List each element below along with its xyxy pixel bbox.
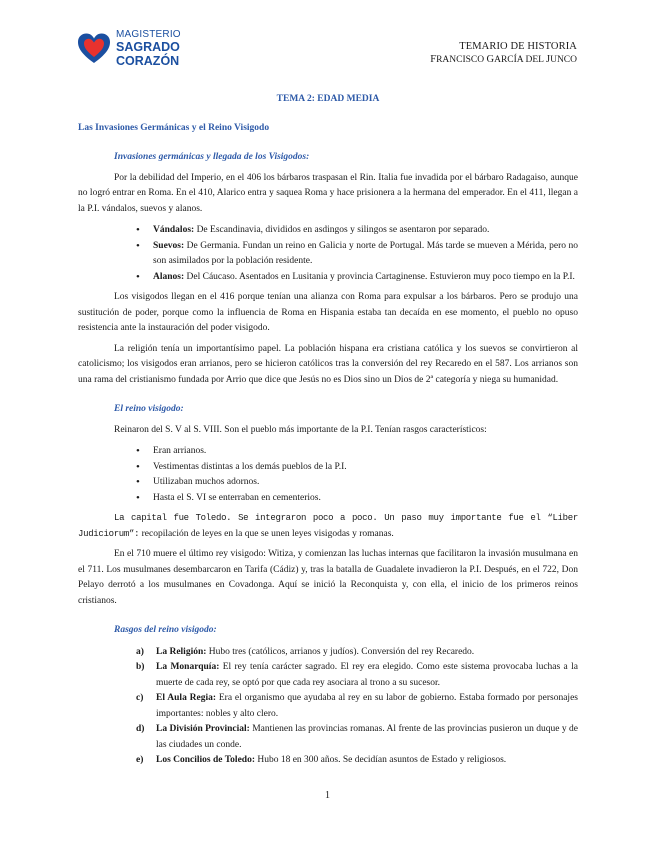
author-initial-3: J [545,54,551,65]
paragraph-mono-part: La capital fue Toledo. Se integraron poco a poco. Un paso muy importante fue el “Liber Judiciorum”: [78,513,578,539]
list-item-term: La División Provincial: [156,724,250,734]
logo-line3: CORAZÓN [116,53,180,68]
logo-line2: SAGRADO [116,40,180,54]
subsection-title-rasgos: Rasgos del reino visigodo: [114,625,217,635]
logo-line1: MAGISTERIO [116,29,181,40]
author-part-3: UNCO [550,55,577,65]
author-part-2: ARCÍA DEL [494,55,546,65]
heart-logo-icon [77,32,111,66]
list-item [136,645,578,661]
list-item-text: El rey tenía carácter sagrado. El rey era elegido. Como este sistema provocaba luchas a la muerte de cada rey, se optó por que cada rey asociara al trono a su sucesor. [156,662,578,688]
list-item-text: Hubo 18 en 300 años. Se decidían asuntos de Estado y religiosos. [254,755,507,765]
logo [77,30,197,70]
subsection-title-reino: El reino visigodo: [114,404,184,414]
list-item-text: Mantienen las provincias romanas. Al frente de las provincias pusieron un duque y de las ciudades un conde. [156,724,578,750]
list-item [136,223,578,239]
list-marker: a) [136,646,144,657]
paragraph: En el 710 muere el último rey visigodo: Witiza, y comienzan las luchas internas que facilitaron la invasión musulmana en el 711. Los musulmanes desembarcaron en Tarifa (Cádiz) y, tras la batalla de Guadalete invadieron la P.I. Después, en el 722, Don Pelayo derrotó a los musulmanes en Covadonga. Aquí se inició la Reconquista y, con ella, el inicio de los primeros reinos cristianos. [78,549,578,606]
list-item-term: Los Concilios de Toledo: [156,755,255,765]
list-item [136,722,578,753]
list-item [136,660,578,691]
paragraph [78,511,578,542]
header-author [430,54,577,65]
header-title: TEMARIO DE HISTORIA [459,41,577,52]
paragraph-rest: recopilación de leyes en la que se unen leyes visigodas y romanas. [139,528,394,539]
list-item [136,691,578,722]
list-item [136,753,578,769]
author-initial-2: G [486,54,495,65]
document-body [78,92,578,769]
list-marker: e) [136,755,144,765]
list-item: • Eran arrianos. [136,444,578,460]
list-item-term: Suevos: [153,240,185,251]
list-item-text: Hubo tres (católicos, arrianos y judíos). Conversión del rey Recaredo. [206,646,475,657]
list-item: • Vestimentas distintas a los demás pueblos de la P.I. [136,460,578,476]
list-item-term: Vándalos: [153,225,195,235]
paragraph: Reinaron del S. V al S. VIII. Son el pueblo más importante de la P.I. Tenían rasgos característicos: [114,424,487,435]
list-item [136,270,578,286]
author-part-1: RANCISCO [436,55,487,65]
bullet-list-rasgos [136,444,578,506]
list-item-term: El Aula Regia: [156,693,217,703]
list-item: • Hasta el S. VI se enterraban en cementerios. [136,491,578,507]
list-item-text: Era el organismo que ayudaba al rey en su labor de gobierno. Estaba formado por personajes importantes: nobles y alto clero. [156,693,578,719]
bullet-list-pueblos [136,223,578,285]
paragraph: La religión tenía un importantísimo papel. La población hispana era cristiana católica y los suevos se convirtieron al catolicismo; los visigodos eran arrianos, pero se hicieron católicos tras la conversión del rey Recaredo en el 587. Los arrianos son una rama del cristianismo fundada por Arrio que dice que Jesús no es Dios sino un Dios de 2ª categoría y niega su humanidad. [78,343,578,385]
list-marker: b) [136,662,145,672]
list-item-text: De Escandinavia, divididos en asdingos y silingos se asentaron por separado. [194,225,490,235]
page-number: 1 [325,790,330,801]
list-item-text: Del Cáucaso. Asentados en Lusitania y provincia Cartaginense. Estuvieron muy poco tiempo en la P.I. [184,271,575,282]
list-item [136,239,578,270]
paragraph: Por la debilidad del Imperio, en el 406 los bárbaros traspasan el Rin. Italia fue invadida por el bárbaro Radagaiso, aunque no logró entrar en Roma. En el 410, Alarico entra y saquea Roma y hace prisionera a la hermana del emperador. En el 411, llegan a la P.I. vándalos, suevos y alanos. [78,172,578,214]
list-item-text: De Germania. Fundan un reino en Galicia y norte de Portugal. Más tarde se mueven a Mérida, pero no son asimilados por la población residente. [153,240,578,266]
section-title: Las Invasiones Germánicas y el Reino Visigodo [78,122,270,133]
list-item-term: La Monarquía: [156,662,220,672]
header-info [430,41,577,65]
list-marker: c) [136,693,144,703]
logo-text [116,30,181,67]
list-item-term: La Religión: [156,646,207,657]
paragraph: Los visigodos llegan en el 416 porque tenían una alianza con Roma para expulsar a los bárbaros. Pero se produjo una sustitución de poder, porque como la influencia de Roma en Hispania estaba tan decaída en ese momento, el pueblo no opuso resistencia ante la instauración del poder visigodo. [78,292,578,333]
subsection-title-invasiones: Invasiones germánicas y llegada de los Visigodos: [114,152,310,162]
list-marker: d) [136,724,145,734]
list-item-term: Alanos: [153,271,185,282]
lettered-list [136,645,578,769]
author-initial-1: F [430,54,437,65]
list-item: • Utilizaban muchos adornos. [136,475,578,491]
tema-heading: TEMA 2: EDAD MEDIA [276,94,380,104]
